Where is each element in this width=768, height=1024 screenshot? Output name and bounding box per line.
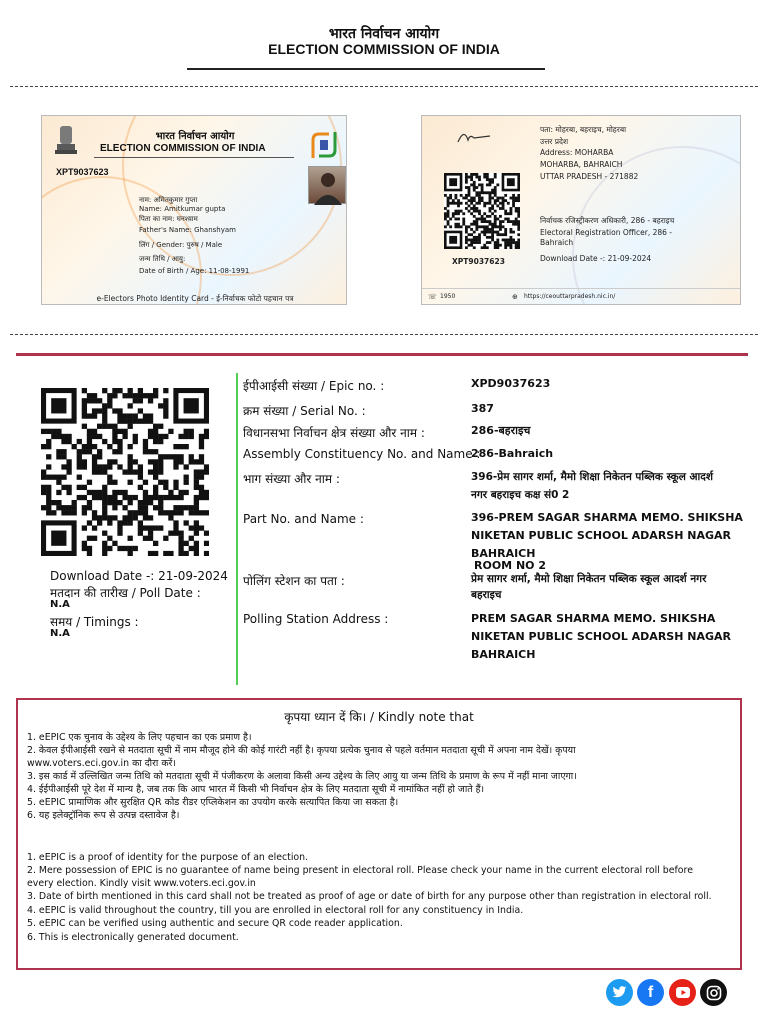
phone-icon: ☏ bbox=[428, 293, 437, 301]
details-divider bbox=[236, 373, 238, 685]
assembly-english-value: 286-Bahraich bbox=[471, 447, 554, 460]
card-front-footer: e-Electors Photo Identity Card - ई-निर्वाचक फोटो पहचान पत्र bbox=[96, 294, 294, 303]
part-english-value-3: BAHRAICH bbox=[471, 547, 536, 560]
card-front-title-hindi: भारत निर्वाचन आयोग bbox=[155, 131, 235, 142]
notice-hindi-line: 1. eEPIC एक चुनाव के उद्देश्य के लिए पहचान का एक प्रमाण है। bbox=[27, 732, 252, 743]
card-back-footer-bar bbox=[422, 288, 741, 305]
polling-station-hindi-value-1: प्रेम सागर शर्मा, मैमो शिक्षा निकेतन पब्लिक स्कूल आदर्श नगर bbox=[471, 573, 707, 585]
notice-english-line: 3. Date of birth mentioned in this card shall not be treated as proof of age or date of birth for any purpose other than registration in electoral roll. bbox=[27, 891, 712, 902]
card-back-address-english-1: Address: MOHARBA bbox=[540, 148, 614, 157]
card-front-father-english: Father's Name: Ghanshyam bbox=[139, 226, 236, 234]
notice-english-line: 1. eEPIC is a proof of identity for the purpose of an election. bbox=[27, 852, 309, 863]
part-hindi-value-2: नगर बहराइच कक्ष सं0 2 bbox=[471, 489, 570, 501]
timings-value: N.A bbox=[50, 628, 70, 639]
card-back-qr-code bbox=[444, 173, 520, 249]
card-front-dob-english: Date of Birth / Age: 11-08-1991 bbox=[139, 267, 250, 275]
header-title-hindi: भारत निर्वाचन आयोग bbox=[328, 26, 440, 42]
card-front-father-hindi: पिता का नाम: घनश्य़ाम bbox=[139, 215, 198, 223]
assembly-hindi-label: विधानसभा निर्वाचन क्षेत्र संख्या और नाम : bbox=[243, 426, 425, 440]
signature-icon bbox=[456, 126, 492, 146]
serial-number-value: 387 bbox=[471, 402, 494, 415]
card-title-underline bbox=[94, 157, 294, 158]
globe-icon: ⊕ bbox=[512, 293, 518, 301]
card-back-helpline: 1950 bbox=[440, 293, 456, 300]
header-title-english: ELECTION COMMISSION OF INDIA bbox=[268, 41, 500, 57]
epic-number-value: XPD9037623 bbox=[471, 377, 551, 390]
epic-qr-code bbox=[41, 388, 209, 556]
instagram-icon[interactable] bbox=[700, 979, 727, 1006]
card-back-download-date: Download Date -: 21-09-2024 bbox=[540, 254, 652, 263]
card-back-ero-english-2: Bahraich bbox=[540, 238, 574, 247]
twitter-icon[interactable] bbox=[606, 979, 633, 1006]
timings-label: समय / Timings : bbox=[50, 615, 139, 629]
notice-english-line: 5. eEPIC can be verified using authentic and secure QR code reader application. bbox=[27, 918, 403, 929]
notice-english-line: 6. This is electronically generated document. bbox=[27, 932, 239, 943]
card-front-epic-number: XPT9037623 bbox=[56, 167, 109, 177]
card-front-title-english: ELECTION COMMISSION OF INDIA bbox=[100, 143, 266, 154]
polling-station-english-label: Polling Station Address : bbox=[243, 612, 389, 626]
card-back-ero-hindi: निर्वाचक रजिस्ट्रीकरण अधिकारी, 286 - बहराइच bbox=[540, 216, 675, 225]
assembly-english-label: Assembly Constituency No. and Name : bbox=[243, 447, 481, 461]
epic-card-front bbox=[41, 115, 347, 305]
notice-hindi-line: 2. केवल ईपीआईसी रखने से मतदाता सूची में नाम मौजूद होने की कोई गारंटी नहीं है। कृपया प्रत्येक चुनाव से पहले वर्तमान मतदाता सूची में अपना नाम देखें। कृपया bbox=[27, 745, 576, 756]
notice-english-line: every election. Kindly visit www.voters.eci.gov.in bbox=[27, 878, 256, 889]
notice-english-line: 4. eEPIC is valid throughout the country, till you are enrolled in electoral roll for any constituency in India. bbox=[27, 905, 524, 916]
epic-number-label: ईपीआईसी संख्या / Epic no. : bbox=[243, 379, 385, 393]
card-back-address-hindi-1: पता: मोहरबा, बहराइच, मोहरबा bbox=[540, 125, 627, 134]
poll-date-value: N.A bbox=[50, 599, 70, 610]
assembly-hindi-value: 286-बहराइच bbox=[471, 424, 531, 437]
card-back-address-english-2: MOHARBA, BAHRAICH bbox=[540, 160, 623, 169]
card-back-address-hindi-2: उत्तर प्रदेश bbox=[540, 137, 569, 146]
download-date: Download Date -: 21-09-2024 bbox=[50, 569, 228, 583]
voter-photo bbox=[308, 166, 346, 204]
epic-card-back bbox=[421, 115, 741, 305]
cut-line-top bbox=[10, 86, 758, 87]
notice-hindi-line: 5. eEPIC प्रामाणिक और सुरक्षित QR कोड रीडर एप्लिकेशन का उपयोग करके सत्यापित किया जा सकता है। bbox=[27, 797, 399, 808]
notice-hindi-line: 3. इस कार्ड में उल्लिखित जन्म तिथि को मतदाता सूची में पंजीकरण के अलावा किसी अन्य उद्देश्य के लिए आयु या जन्म तिथि के प्रमाण के रूप में नहीं माना जाएगा। bbox=[27, 771, 577, 782]
ballot-logo-icon bbox=[309, 130, 339, 160]
card-front-gender: लिंग / Gender: पुरुष / Male bbox=[139, 241, 223, 249]
part-english-value-1: 396-PREM SAGAR SHARMA MEMO. SHIKSHA bbox=[471, 511, 743, 524]
notice-title: कृपया ध्यान दें कि। / Kindly note that bbox=[284, 710, 474, 724]
person-icon bbox=[309, 167, 347, 205]
cut-line-bottom bbox=[10, 334, 758, 335]
card-back-epic-number: XPT9037623 bbox=[452, 257, 505, 266]
facebook-icon[interactable]: f bbox=[637, 979, 664, 1006]
header-underline bbox=[187, 68, 545, 70]
card-front-name-english: Name: Amitkumar gupta bbox=[139, 205, 226, 213]
card-front-name-hindi: नाम: अमितकुमार गुप्ता bbox=[139, 196, 198, 204]
polling-station-english-value-2: NIKETAN PUBLIC SCHOOL ADARSH NAGAR bbox=[471, 630, 731, 643]
youtube-icon[interactable] bbox=[669, 979, 696, 1006]
part-hindi-value-1: 396-प्रेम सागर शर्मा, मैमो शिक्षा निकेतन पब्लिक स्कूल आदर्श bbox=[471, 471, 713, 483]
notice-hindi-line: 6. यह इलेक्ट्रॉनिक रूप से उत्पन्न दस्तावेज है। bbox=[27, 810, 180, 821]
part-english-value-2: NIKETAN PUBLIC SCHOOL ADARSH NAGAR bbox=[471, 529, 731, 542]
polling-station-hindi-value-2: बहराइच bbox=[471, 589, 502, 601]
polling-station-hindi-label: पोलिंग स्टेशन का पता : bbox=[243, 574, 345, 588]
notice-english-line: 2. Mere possession of EPIC is no guarantee of name being present in electoral roll. Please check your name in the current electoral roll before bbox=[27, 865, 693, 876]
card-back-ero-english-1: Electoral Registration Officer, 286 - bbox=[540, 228, 672, 237]
section-separator bbox=[16, 353, 748, 356]
card-front-dob-hindi: जन्म तिथि / आयु: bbox=[139, 255, 186, 263]
part-hindi-label: भाग संख्या और नाम : bbox=[243, 472, 340, 486]
part-english-label: Part No. and Name : bbox=[243, 512, 364, 526]
serial-number-label: क्रम संख्या / Serial No. : bbox=[243, 404, 366, 418]
card-back-website[interactable]: https://ceouttarpradesh.nic.in/ bbox=[524, 293, 616, 300]
poll-date-label: मतदान की तारीख / Poll Date : bbox=[50, 586, 201, 600]
polling-station-english-value-3: BAHRAICH bbox=[471, 648, 536, 661]
part-english-value-4: ROOM NO 2 bbox=[474, 559, 546, 572]
notice-hindi-line: www.voters.eci.gov.in का दौरा करें। bbox=[27, 758, 176, 769]
card-back-address-english-3: UTTAR PRADESH - 271882 bbox=[540, 172, 639, 181]
polling-station-english-value-1: PREM SAGAR SHARMA MEMO. SHIKSHA bbox=[471, 612, 716, 625]
notice-hindi-line: 4. ईईपीआईसी पूरे देश में मान्य है, जब तक कि आप भारत में किसी भी निर्वाचन क्षेत्र के लिए मतदाता सूची में नामांकित नहीं हो जाते हैं। bbox=[27, 784, 485, 795]
